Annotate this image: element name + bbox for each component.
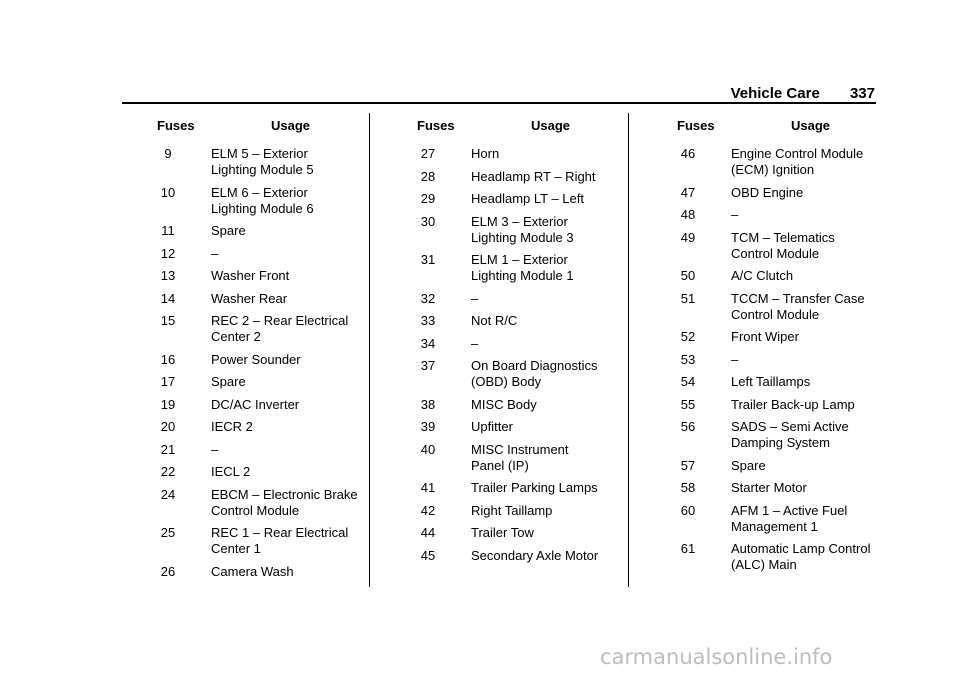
fuse-number: 13 <box>160 268 176 283</box>
fuse-row <box>675 503 870 535</box>
fuse-usage <box>211 442 358 458</box>
fuse-usage <box>471 442 598 474</box>
fuse-number: 40 <box>420 441 436 457</box>
fuse-number: 38 <box>420 396 436 412</box>
fuse-usage-line: Control Module <box>211 502 300 518</box>
fuse-usage <box>731 291 870 323</box>
fuse-number: 14 <box>160 290 176 306</box>
fuse-usage-line: EBCM – Electronic Brake <box>211 486 358 502</box>
fuse-column-1 <box>155 118 358 586</box>
fuse-usage <box>471 358 598 390</box>
fuse-row <box>675 374 870 390</box>
fuse-usage-line: AFM 1 – Active Fuel <box>731 502 848 518</box>
fuse-usage-line: – <box>211 441 219 457</box>
fuse-usage-line: (OBD) Body <box>471 374 542 389</box>
fuse-usage-line: Headlamp LT – Left <box>471 191 584 206</box>
fuse-usage-line: (ECM) Ignition <box>731 162 815 177</box>
fuse-number: 33 <box>420 313 436 328</box>
fuse-usage-line: Lighting Module 3 <box>471 229 574 245</box>
fuse-usage-line: Power Sounder <box>211 351 301 367</box>
fuse-row <box>415 419 598 435</box>
fuse-usage-line: Washer Rear <box>211 290 288 306</box>
fuse-number: 21 <box>160 441 176 457</box>
fuse-number: 20 <box>160 419 176 434</box>
fuse-usage-line: Horn <box>471 146 500 161</box>
fuse-row <box>415 525 598 541</box>
fuse-usage <box>211 564 358 580</box>
header-rule <box>122 102 876 104</box>
fuse-usage-line: Panel (IP) <box>471 457 529 473</box>
fuse-usage <box>731 146 870 178</box>
fuse-number: 57 <box>680 457 696 473</box>
fuse-row <box>155 313 358 345</box>
fuse-number: 19 <box>160 396 176 412</box>
fuse-row <box>415 397 598 413</box>
fuse-usage <box>471 525 598 541</box>
fuse-usage-line: – <box>211 245 219 261</box>
fuse-row <box>155 268 358 284</box>
fuse-usage-line: Left Taillamps <box>731 374 811 389</box>
fuse-usage-line: Camera Wash <box>211 563 294 579</box>
fuse-row <box>155 564 358 580</box>
fuse-usage-line: Trailer Back-up Lamp <box>731 396 855 412</box>
fuse-usage-line: Control Module <box>731 245 820 261</box>
column-header <box>675 118 870 146</box>
fuse-row <box>155 464 358 480</box>
fuse-number: 27 <box>420 146 436 161</box>
fuse-row <box>155 419 358 435</box>
fuse-usage <box>471 191 598 207</box>
fuses-header: Fuses <box>417 118 455 133</box>
fuse-number: 49 <box>680 229 696 245</box>
fuse-usage-line: Not R/C <box>471 313 518 328</box>
fuse-number: 37 <box>420 358 436 373</box>
fuse-usage-line: Trailer Parking Lamps <box>471 480 598 495</box>
fuse-usage-line: Spare <box>211 374 246 389</box>
fuse-usage <box>731 329 870 345</box>
fuses-header: Fuses <box>157 118 195 133</box>
fuse-usage <box>731 541 870 573</box>
fuse-usage <box>471 419 598 435</box>
fuse-number: 30 <box>420 213 436 229</box>
fuse-number: 29 <box>420 191 436 206</box>
fuse-usage <box>471 252 598 284</box>
fuse-usage-line: Spare <box>211 223 246 238</box>
fuse-usage-line: – <box>471 335 479 351</box>
fuse-number: 56 <box>680 419 696 434</box>
fuse-number: 47 <box>680 184 696 200</box>
fuse-usage-line: – <box>731 351 739 367</box>
fuse-usage-line: Front Wiper <box>731 329 799 344</box>
fuse-usage-line: REC 1 – Rear Electrical <box>211 525 349 540</box>
fuse-usage-line: REC 2 – Rear Electrical <box>211 313 349 328</box>
fuse-number: 10 <box>160 184 176 200</box>
fuse-number: 39 <box>420 419 436 434</box>
fuse-row <box>155 352 358 368</box>
fuse-usage <box>731 268 870 284</box>
fuse-usage-line: Headlamp RT – Right <box>471 168 596 184</box>
fuse-number: 9 <box>164 146 172 161</box>
fuse-row <box>155 525 358 557</box>
fuse-usage-line: Spare <box>731 457 766 473</box>
fuse-number: 50 <box>680 268 696 283</box>
fuse-number: 42 <box>420 502 436 518</box>
fuse-row <box>415 146 598 162</box>
fuse-usage <box>731 419 870 451</box>
fuse-usage <box>731 458 870 474</box>
fuse-row <box>415 214 598 246</box>
fuse-number: 48 <box>680 207 696 222</box>
fuse-number: 17 <box>160 374 176 389</box>
fuse-row <box>415 442 598 474</box>
fuse-number: 60 <box>680 502 696 518</box>
column-divider <box>369 113 370 587</box>
fuse-row <box>675 329 870 345</box>
usage-header: Usage <box>791 118 831 133</box>
fuse-usage-line: SADS – Semi Active <box>731 419 849 434</box>
fuse-number: 15 <box>160 313 176 328</box>
fuse-row <box>415 548 598 564</box>
fuse-row <box>415 291 598 307</box>
fuse-usage <box>731 503 870 535</box>
fuse-row <box>155 397 358 413</box>
fuse-usage <box>211 525 358 557</box>
watermark: carmanualsonline.info <box>600 645 833 669</box>
fuse-usage <box>471 503 598 519</box>
fuse-rows <box>415 146 598 564</box>
section-title: Vehicle Care <box>730 85 820 102</box>
fuse-row <box>415 252 598 284</box>
fuse-usage-line: Management 1 <box>731 518 818 534</box>
fuse-usage-line: Engine Control Module <box>731 146 864 161</box>
fuse-usage-line: Right Taillamp <box>471 502 553 518</box>
fuse-usage <box>211 146 358 178</box>
fuse-row <box>675 352 870 368</box>
fuse-usage <box>471 480 598 496</box>
fuse-usage <box>471 291 598 307</box>
fuse-row <box>415 503 598 519</box>
fuse-number: 22 <box>160 464 176 479</box>
fuse-usage-line: ELM 1 – Exterior <box>471 252 568 267</box>
column-divider <box>628 113 629 587</box>
fuse-usage <box>731 185 870 201</box>
fuse-usage-line: Upfitter <box>471 419 513 434</box>
fuse-usage-line: IECR 2 <box>211 419 253 434</box>
fuse-usage <box>211 223 358 239</box>
fuse-usage <box>211 268 358 284</box>
fuse-row <box>155 374 358 390</box>
fuse-usage <box>471 313 598 329</box>
fuse-number: 45 <box>420 547 436 563</box>
fuse-usage <box>211 374 358 390</box>
fuse-usage-line: OBD Engine <box>731 184 804 200</box>
fuse-row <box>675 458 870 474</box>
fuse-usage-line: Washer Front <box>211 268 290 283</box>
fuse-row <box>675 207 870 223</box>
fuse-number: 41 <box>420 480 436 495</box>
fuse-usage <box>731 207 870 223</box>
fuse-usage-line: IECL 2 <box>211 464 251 479</box>
fuse-row <box>415 313 598 329</box>
fuse-usage <box>471 336 598 352</box>
fuse-number: 61 <box>680 541 696 556</box>
fuse-number: 53 <box>680 351 696 367</box>
fuse-row <box>675 268 870 284</box>
fuse-usage <box>211 291 358 307</box>
fuse-usage <box>211 313 358 345</box>
fuse-usage <box>471 548 598 564</box>
fuse-usage <box>211 397 358 413</box>
fuse-usage-line: ELM 5 – Exterior <box>211 146 308 161</box>
fuse-usage <box>731 352 870 368</box>
fuse-row <box>155 487 358 519</box>
fuse-number: 34 <box>420 335 436 351</box>
fuse-number: 32 <box>420 290 436 306</box>
fuse-number: 31 <box>420 252 436 267</box>
fuse-usage <box>211 352 358 368</box>
fuse-usage-line: MISC Body <box>471 396 537 412</box>
fuse-column-3 <box>675 118 870 580</box>
fuse-usage-line: Secondary Axle Motor <box>471 547 599 563</box>
fuse-usage <box>211 185 358 217</box>
fuse-usage <box>471 214 598 246</box>
fuse-row <box>675 541 870 573</box>
fuse-rows <box>675 146 870 573</box>
fuse-usage-line: ELM 3 – Exterior <box>471 213 568 229</box>
fuse-row <box>415 480 598 496</box>
fuses-header: Fuses <box>677 118 715 133</box>
fuse-row <box>415 358 598 390</box>
fuse-usage-line: Automatic Lamp Control <box>731 541 871 556</box>
fuse-usage-line: MISC Instrument <box>471 441 569 457</box>
fuse-number: 58 <box>680 480 696 495</box>
fuse-number: 24 <box>160 486 176 502</box>
fuse-number: 25 <box>160 525 176 540</box>
fuse-number: 51 <box>680 290 696 306</box>
fuse-usage-line: ELM 6 – Exterior <box>211 184 308 200</box>
fuse-row <box>675 230 870 262</box>
fuse-usage <box>731 397 870 413</box>
fuse-row <box>675 185 870 201</box>
fuse-usage-line: Trailer Tow <box>471 525 534 540</box>
fuse-usage <box>211 246 358 262</box>
fuse-number: 11 <box>161 223 175 238</box>
fuse-row <box>155 146 358 178</box>
fuse-usage <box>731 480 870 496</box>
fuse-usage-line: – <box>471 290 479 306</box>
fuse-usage-line: Starter Motor <box>731 480 807 495</box>
fuse-number: 46 <box>680 146 696 161</box>
fuse-number: 44 <box>420 525 436 540</box>
fuse-row <box>675 146 870 178</box>
fuse-usage-line: Damping System <box>731 435 830 450</box>
fuse-usage-line: Lighting Module 1 <box>471 268 574 283</box>
fuse-usage <box>211 419 358 435</box>
fuse-row <box>415 191 598 207</box>
fuse-number: 16 <box>160 351 176 367</box>
fuse-usage-line: Lighting Module 6 <box>211 200 314 216</box>
usage-header: Usage <box>271 118 311 133</box>
fuse-row <box>155 246 358 262</box>
fuse-number: 12 <box>160 245 176 261</box>
fuse-usage-line: A/C Clutch <box>731 268 794 283</box>
fuse-row <box>155 223 358 239</box>
fuse-usage <box>211 464 358 480</box>
fuse-usage-line: Center 1 <box>211 541 261 556</box>
page-number: 337 <box>849 85 875 102</box>
fuse-usage-line: DC/AC Inverter <box>211 396 300 412</box>
fuse-rows <box>155 146 358 580</box>
page-header <box>0 85 875 102</box>
fuse-column-2 <box>415 118 598 570</box>
fuse-usage <box>731 230 870 262</box>
fuse-usage-line: Center 2 <box>211 329 261 344</box>
column-header <box>415 118 598 146</box>
fuse-usage <box>731 374 870 390</box>
fuse-row <box>155 442 358 458</box>
fuse-row <box>675 480 870 496</box>
usage-header: Usage <box>531 118 571 133</box>
fuse-usage <box>471 397 598 413</box>
column-header <box>155 118 358 146</box>
fuse-row <box>415 336 598 352</box>
fuse-usage-line: TCM – Telematics <box>731 229 835 245</box>
fuse-row <box>155 291 358 307</box>
fuse-usage-line: – <box>731 207 739 222</box>
fuse-usage-line: Lighting Module 5 <box>211 162 314 177</box>
fuse-usage <box>211 487 358 519</box>
fuse-usage <box>471 169 598 185</box>
fuse-number: 54 <box>680 374 696 389</box>
fuse-row <box>415 169 598 185</box>
fuse-row <box>675 291 870 323</box>
fuse-usage-line: On Board Diagnostics <box>471 358 598 373</box>
fuse-number: 55 <box>680 396 696 412</box>
fuse-usage-line: (ALC) Main <box>731 557 797 572</box>
fuse-number: 26 <box>160 563 176 579</box>
fuse-row <box>155 185 358 217</box>
fuse-number: 28 <box>420 168 436 184</box>
fuse-row <box>675 397 870 413</box>
fuse-row <box>675 419 870 451</box>
fuse-usage-line: TCCM – Transfer Case <box>731 290 865 306</box>
fuse-usage-line: Control Module <box>731 306 820 322</box>
fuse-number: 52 <box>680 329 696 344</box>
fuse-usage <box>471 146 598 162</box>
